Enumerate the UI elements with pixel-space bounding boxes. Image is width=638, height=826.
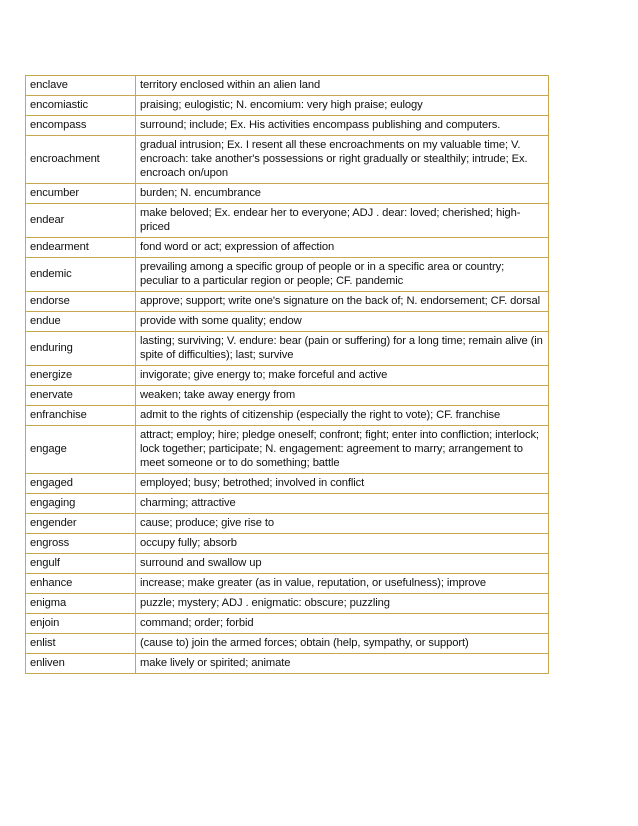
word-cell: enfranchise (26, 406, 136, 426)
word-cell: engaged (26, 474, 136, 494)
table-row (26, 258, 549, 292)
table-row (26, 634, 549, 654)
word-cell: encompass (26, 116, 136, 136)
table-row (26, 574, 549, 594)
word-cell: encumber (26, 184, 136, 204)
word-cell: energize (26, 366, 136, 386)
table-row (26, 312, 549, 332)
table-row (26, 386, 549, 406)
definition-cell: increase; make greater (as in value, reputation, or usefulness); improve (136, 574, 549, 594)
definition-cell: occupy fully; absorb (136, 534, 549, 554)
vocabulary-table (25, 75, 549, 674)
word-cell: engender (26, 514, 136, 534)
word-cell: endear (26, 204, 136, 238)
word-cell: enliven (26, 654, 136, 674)
definition-cell: employed; busy; betrothed; involved in conflict (136, 474, 549, 494)
table-row (26, 406, 549, 426)
definition-cell: surround; include; Ex. His activities encompass publishing and computers. (136, 116, 549, 136)
word-cell: engaging (26, 494, 136, 514)
word-cell: enlist (26, 634, 136, 654)
definition-cell: provide with some quality; endow (136, 312, 549, 332)
definition-cell: approve; support; write one's signature on the back of; N. endorsement; CF. dorsal (136, 292, 549, 312)
definition-cell: fond word or act; expression of affection (136, 238, 549, 258)
definition-cell: make lively or spirited; animate (136, 654, 549, 674)
word-cell: engross (26, 534, 136, 554)
word-cell: enclave (26, 76, 136, 96)
word-cell: enigma (26, 594, 136, 614)
definition-cell: territory enclosed within an alien land (136, 76, 549, 96)
table-row (26, 426, 549, 474)
word-cell: endearment (26, 238, 136, 258)
table-row (26, 184, 549, 204)
definition-cell: (cause to) join the armed forces; obtain (help, sympathy, or support) (136, 634, 549, 654)
word-cell: encroachment (26, 136, 136, 184)
definition-cell: command; order; forbid (136, 614, 549, 634)
definition-cell: puzzle; mystery; ADJ . enigmatic: obscure; puzzling (136, 594, 549, 614)
definition-cell: lasting; surviving; V. endure: bear (pain or suffering) for a long time; remain alive (in spite of difficulties); last; survive (136, 332, 549, 366)
table-row (26, 494, 549, 514)
table-row (26, 76, 549, 96)
table-row (26, 116, 549, 136)
definition-cell: invigorate; give energy to; make forceful and active (136, 366, 549, 386)
definition-cell: burden; N. encumbrance (136, 184, 549, 204)
definition-cell: prevailing among a specific group of people or in a specific area or country; peculiar to a particular region or people; CF. pandemic (136, 258, 549, 292)
definition-cell: gradual intrusion; Ex. I resent all these encroachments on my valuable time; V. encroach: take another's possessions or right gradually or stealthily; intrude; Ex. encroach on/upon (136, 136, 549, 184)
word-cell: endue (26, 312, 136, 332)
table-row (26, 474, 549, 494)
word-cell: enervate (26, 386, 136, 406)
word-cell: endemic (26, 258, 136, 292)
table-row (26, 366, 549, 386)
table-row (26, 136, 549, 184)
definition-cell: cause; produce; give rise to (136, 514, 549, 534)
table-row (26, 654, 549, 674)
definition-cell: praising; eulogistic; N. encomium: very high praise; eulogy (136, 96, 549, 116)
table-row (26, 594, 549, 614)
table-row (26, 534, 549, 554)
table-row (26, 204, 549, 238)
table-row (26, 332, 549, 366)
word-cell: enjoin (26, 614, 136, 634)
table-row (26, 96, 549, 116)
definition-cell: charming; attractive (136, 494, 549, 514)
word-cell: enhance (26, 574, 136, 594)
word-cell: endorse (26, 292, 136, 312)
definition-cell: make beloved; Ex. endear her to everyone; ADJ . dear: loved; cherished; high-priced (136, 204, 549, 238)
definition-cell: weaken; take away energy from (136, 386, 549, 406)
definition-cell: attract; employ; hire; pledge oneself; confront; fight; enter into confliction; interlock; lock together; participate; N. engagement: agreement to marry; arrangement to meet someone or to do something; battle (136, 426, 549, 474)
definition-cell: admit to the rights of citizenship (especially the right to vote); CF. franchise (136, 406, 549, 426)
word-cell: encomiastic (26, 96, 136, 116)
definition-cell: surround and swallow up (136, 554, 549, 574)
word-cell: enduring (26, 332, 136, 366)
word-cell: engage (26, 426, 136, 474)
word-cell: engulf (26, 554, 136, 574)
table-row (26, 292, 549, 312)
table-row (26, 238, 549, 258)
table-row (26, 514, 549, 534)
table-row (26, 614, 549, 634)
vocabulary-table-body (26, 76, 549, 674)
table-row (26, 554, 549, 574)
